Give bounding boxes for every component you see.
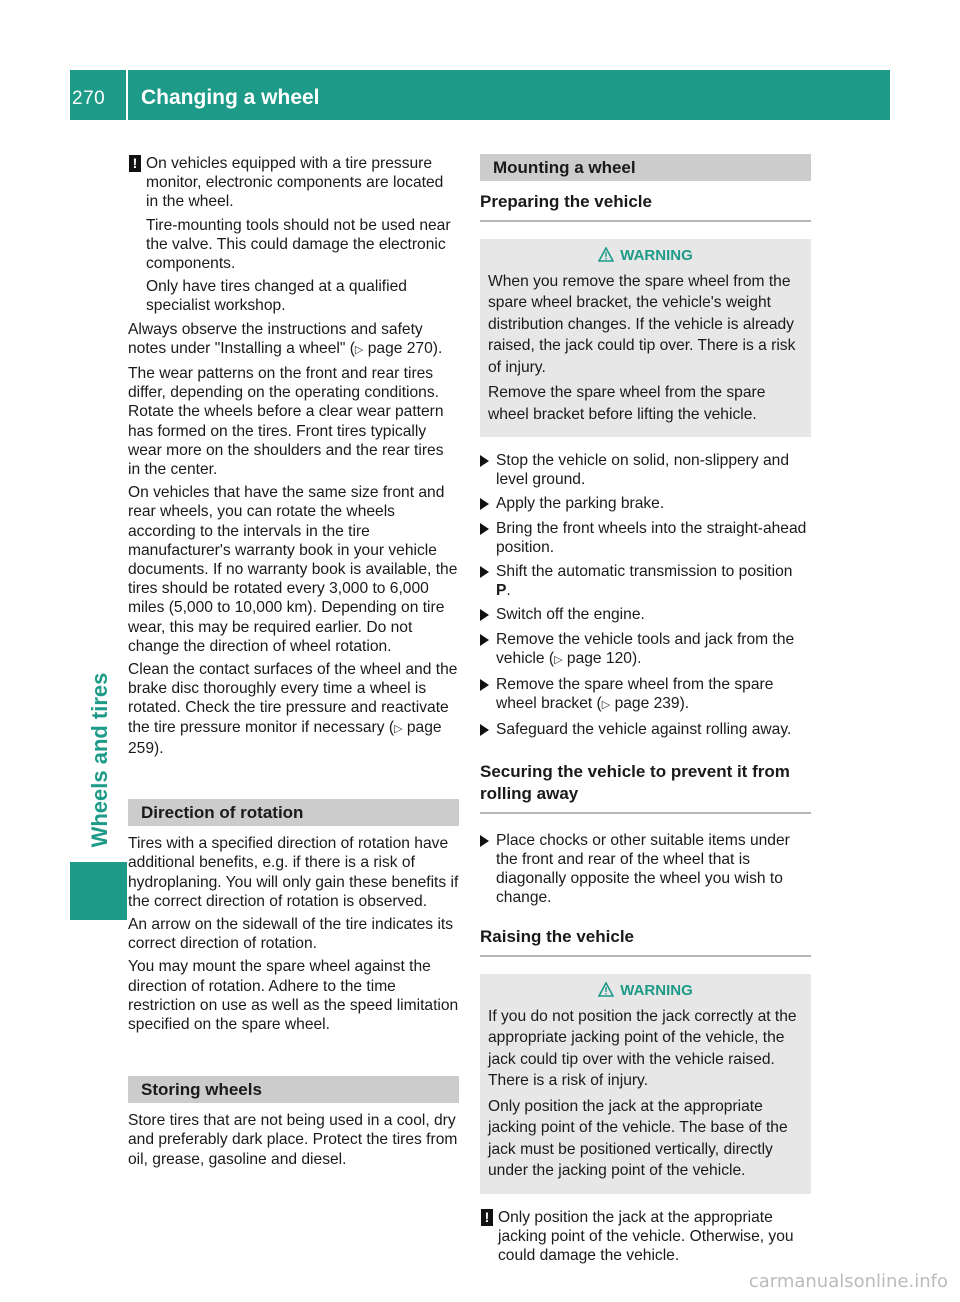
right-column bbox=[480, 154, 811, 1270]
warning-text: If you do not position the jack correctly at the appropriate jacking point of the vehicle, the jack could tip over with the vehicle raised. There is a risk of injury. bbox=[488, 1007, 797, 1090]
note-line: On vehicles equipped with a tire pressure monitor, electronic components are located in the wheel. bbox=[146, 155, 444, 211]
section-heading-storing: Storing wheels bbox=[128, 1076, 459, 1103]
left-column bbox=[128, 154, 459, 1173]
chapter-title: Changing a wheel bbox=[141, 86, 320, 109]
step-arrow-icon bbox=[480, 835, 489, 847]
instruction-step: Safeguard the vehicle against rolling away. bbox=[480, 720, 811, 739]
subheading-preparing: Preparing the vehicle bbox=[480, 191, 811, 222]
instruction-step: Stop the vehicle on solid, non-slippery and level ground. bbox=[480, 451, 811, 489]
warning-triangle-icon bbox=[598, 247, 614, 262]
page-reference-link[interactable]: page 120 bbox=[566, 649, 632, 667]
paragraph: An arrow on the sidewall of the tire indicates its correct direction of rotation. bbox=[128, 915, 454, 953]
side-tab-block bbox=[70, 862, 127, 920]
step-arrow-icon bbox=[480, 679, 489, 691]
instruction-step: Switch off the engine. bbox=[480, 605, 811, 624]
reference-triangle-icon: ▷ bbox=[394, 722, 403, 735]
note-line: Only position the jack at the appropriate jacking point of the vehicle. Otherwise, you could damage the vehicle. bbox=[498, 1208, 794, 1265]
warning-box bbox=[480, 974, 811, 1194]
warning-triangle-icon bbox=[598, 982, 614, 997]
warning-box bbox=[480, 239, 811, 437]
page-reference-link[interactable]: page 259 bbox=[128, 718, 442, 757]
step-arrow-icon bbox=[480, 498, 489, 510]
caution-note bbox=[128, 154, 459, 316]
warning-text: Remove the spare wheel from the spare wheel bracket before lifting the vehicle. bbox=[488, 384, 766, 423]
instruction-step: Place chocks or other suitable items under the front and rear of the wheel that is diagonally opposite the wheel you wish to change. bbox=[480, 831, 811, 908]
warning-header: WARNING bbox=[488, 980, 803, 1002]
instruction-step: Remove the vehicle tools and jack from the vehicle (▷ page 120). bbox=[480, 630, 811, 670]
watermark: carmanualsonline.info bbox=[748, 1271, 948, 1292]
exclamation-icon: ! bbox=[481, 1209, 493, 1226]
warning-text: Only position the jack at the appropriate jacking point of the vehicle. The base of the jack must be positioned vertically, directly under the jacking point of the vehicle. bbox=[488, 1097, 788, 1180]
paragraph: On vehicles that have the same size front and rear wheels, you can rotate the wheels according to the intervals in the tire manufacturer's warranty book in your vehicle documents. If no warranty book is available, the tires should be rotated every 3,000 to 6,000 miles (5,000 to 10,000 km). Depending on tire wear, this may be required earlier. Do not change the direction of wheel rotation. bbox=[128, 484, 458, 655]
subheading-raising: Raising the vehicle bbox=[480, 926, 811, 957]
instruction-step: Shift the automatic transmission to position P. bbox=[480, 562, 811, 600]
step-arrow-icon bbox=[480, 634, 489, 646]
paragraph: Clean the contact surfaces of the wheel and the brake disc thoroughly every time a wheel is rotated. Check the tire pressure and reactivate the tire pressure monitor if necessary (▷ page 259). bbox=[128, 661, 458, 757]
exclamation-icon: ! bbox=[129, 155, 141, 172]
paragraph: You may mount the spare wheel against the direction of rotation. Adhere to the time restriction on use as well as the speed limitation specified on the spare wheel. bbox=[128, 958, 459, 1033]
step-arrow-icon bbox=[480, 566, 489, 578]
instruction-step: Bring the front wheels into the straight-ahead position. bbox=[480, 519, 811, 557]
section-heading-direction: Direction of rotation bbox=[128, 799, 459, 826]
reference-triangle-icon: ▷ bbox=[354, 343, 364, 356]
page-reference-link[interactable]: page 270 bbox=[367, 339, 433, 357]
step-arrow-icon bbox=[480, 455, 489, 467]
note-line: Tire-mounting tools should not be used near the valve. This could damage the electronic components. bbox=[146, 216, 451, 273]
reference-triangle-icon: ▷ bbox=[601, 699, 611, 712]
warning-text: When you remove the spare wheel from the spare wheel bracket, the vehicle's weight distribution changes. If the vehicle is already raised, the jack could tip over. There is a risk of injury. bbox=[488, 272, 796, 376]
step-arrow-icon bbox=[480, 523, 489, 535]
note-line: Only have tires changed at a qualified specialist workshop. bbox=[146, 278, 407, 315]
header-divider bbox=[126, 70, 128, 120]
step-arrow-icon bbox=[480, 724, 489, 736]
warning-header: WARNING bbox=[488, 245, 803, 267]
instruction-step: Remove the spare wheel from the spare wheel bracket (▷ page 239). bbox=[480, 675, 811, 715]
page-reference-link[interactable]: page 239 bbox=[614, 695, 680, 713]
reference-triangle-icon: ▷ bbox=[554, 653, 563, 666]
page-number: 270 bbox=[72, 88, 106, 109]
caution-note bbox=[480, 1208, 811, 1266]
paragraph: Always observe the instructions and safety notes under "Installing a wheel" (▷ page 270). bbox=[128, 320, 443, 357]
paragraph: Store tires that are not being used in a cool, dry and preferably dark place. Protect the tires from oil, grease, gasoline and diesel. bbox=[128, 1112, 458, 1168]
subheading-securing: Securing the vehicle to prevent it from rolling away bbox=[480, 761, 811, 814]
paragraph: Tires with a specified direction of rotation have additional benefits, e.g. if there is a risk of hydroplaning. You will only gain these benefits if the correct direction of rotation is observed. bbox=[128, 835, 459, 910]
paragraph: The wear patterns on the front and rear tires differ, depending on the operating conditions. Rotate the wheels before a clear wear pattern has formed on the tires. Front tires typically wear more on the shoulders and the rear tires in the center. bbox=[128, 365, 444, 479]
section-heading-mounting: Mounting a wheel bbox=[480, 154, 811, 181]
side-tab-label: Wheels and tires bbox=[87, 672, 112, 848]
step-arrow-icon bbox=[480, 609, 489, 621]
instruction-step: Apply the parking brake. bbox=[480, 494, 811, 513]
